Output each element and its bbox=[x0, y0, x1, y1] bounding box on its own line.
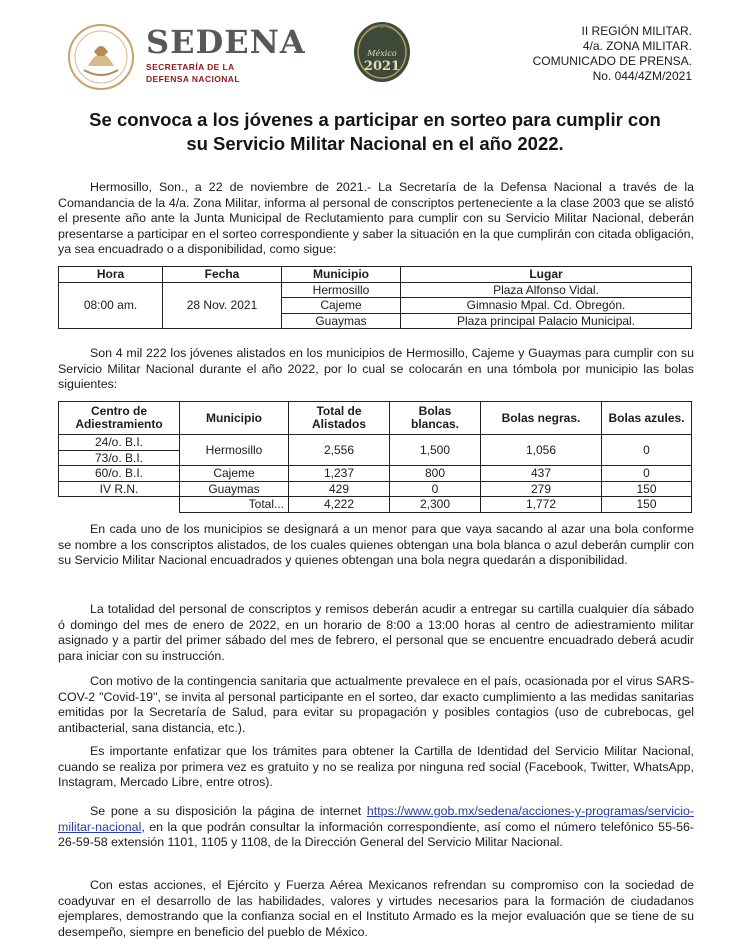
col-fecha: Fecha bbox=[163, 267, 282, 283]
col-lugar: Lugar bbox=[401, 267, 692, 283]
col-centro-1: Centro de bbox=[90, 404, 147, 418]
cell-centro: 60/o. B.I. bbox=[59, 466, 180, 482]
col-blancas bbox=[390, 402, 481, 435]
table-header-row bbox=[59, 402, 692, 435]
paragraph-compromiso-text: Con estas acciones, el Ejército y Fuerza Aérea Mexicanos refrendan su compromiso con la sociedad de coadyuvar en el desarrollo de las habilidades, valores y virtudes necesarios para la formación de ciudadanos ejemplares, demostrando que la confianza social en el Instituto Armado es la mejor evaluación que se tiene de su desempeño, siempre en beneficio del pueblo de México. bbox=[58, 878, 694, 939]
table-row bbox=[59, 481, 692, 497]
cell-lugar: Plaza Alfonso Vidal. bbox=[401, 282, 692, 298]
cell-azules: 0 bbox=[602, 466, 692, 482]
brand-subtitle-1: SECRETARÍA DE LA bbox=[146, 62, 235, 72]
paragraph-covid-text: Con motivo de la contingencia sanitaria que actualmente prevalece en el país, ocasionada por el virus SARS-COV-2 "Covid-19", se invita al personal participante en el sorteo, dar exacto cumplimiento a las medidas sanitarias emitidas por la Secretaría de Salud, para evitar su propagación y posibles contagios (uso de cubrebocas, gel antibacterial, sana distancia, etc.). bbox=[58, 674, 694, 735]
table-row bbox=[59, 282, 692, 298]
col-total-2: Alistados bbox=[311, 417, 366, 431]
cell-municipio: Hermosillo bbox=[180, 435, 289, 466]
cell-blancas: 800 bbox=[390, 466, 481, 482]
paragraph-alistados-text: Son 4 mil 222 los jóvenes alistados en los municipios de Hermosillo, Cajeme y Guaymas para cumplir con su Servicio Militar Nacional durante el año 2022, por lo cual se colocarán en una tómbola por municipio las bolas siguientes: bbox=[58, 346, 694, 392]
table-header-row bbox=[59, 267, 692, 283]
cell-blancas: 0 bbox=[390, 481, 481, 497]
col-centro bbox=[59, 402, 180, 435]
press-reference bbox=[533, 24, 692, 84]
cell-empty bbox=[59, 497, 180, 513]
ref-line-1: II REGIÓN MILITAR. bbox=[581, 24, 692, 38]
col-municipio: Municipio bbox=[180, 402, 289, 435]
col-centro-2: Adiestramiento bbox=[75, 417, 163, 431]
ref-line-4: No. 044/4ZM/2021 bbox=[592, 69, 692, 83]
cell-negras: 279 bbox=[481, 481, 602, 497]
paragraph-sorteo bbox=[58, 522, 694, 569]
cell-hora: 08:00 am. bbox=[59, 282, 163, 329]
schedule-table bbox=[58, 266, 692, 329]
brand-name: SEDENA bbox=[146, 23, 306, 61]
cell-total: 2,556 bbox=[289, 435, 390, 466]
ref-line-3: COMUNICADO DE PRENSA. bbox=[532, 54, 692, 68]
cell-municipio: Cajeme bbox=[282, 298, 401, 314]
ref-line-2: 4/a. ZONA MILITAR. bbox=[582, 39, 692, 53]
mexico-2021-emblem-logo bbox=[350, 14, 414, 84]
table-total-row bbox=[59, 497, 692, 513]
paragraph-internet-text-a: Se pone a su disposición la página de internet bbox=[90, 804, 362, 818]
col-blancas-2: blancas. bbox=[410, 417, 460, 431]
cell-azules: 0 bbox=[602, 435, 692, 466]
table-row bbox=[59, 466, 692, 482]
balls-table bbox=[58, 401, 692, 513]
cell-centro: IV R.N. bbox=[59, 481, 180, 497]
col-hora: Hora bbox=[59, 267, 163, 283]
col-azules: Bolas azules. bbox=[602, 402, 692, 435]
page-title bbox=[50, 108, 700, 156]
cell-municipio: Guaymas bbox=[180, 481, 289, 497]
emblem-text-1: México bbox=[367, 49, 397, 58]
paragraph-cartilla-text: La totalidad del personal de conscriptos y remisos deberán acudir a entregar su cartilla cualquier día sábado ó domingo del mes de enero de 2022, en un horario de 8:00 a 13:00 horas al centro de adiestramiento militar asignado y a partir del primer sábado del mes de febrero, el personal que se encuentre encuadrado deberá acudir para iniciar con su instrucción. bbox=[58, 602, 694, 663]
mexico-coat-of-arms-logo bbox=[66, 22, 136, 92]
paragraph-internet-text-b: , en la que podrán consultar la información correspondiente, así como el número telefónico 55-56-26-59-58 extensión 1101, 1105 y 1108, de la Dirección General del Servicio Militar Nacional. bbox=[58, 819, 694, 850]
paragraph-cartilla bbox=[58, 602, 694, 664]
cell-blancas: 2,300 bbox=[390, 497, 481, 513]
col-total-1: Total de bbox=[316, 404, 362, 418]
paragraph-tramites bbox=[58, 744, 694, 791]
col-negras: Bolas negras. bbox=[481, 402, 602, 435]
cell-centro: 73/o. B.I. bbox=[59, 450, 180, 466]
paragraph-tramites-text: Es importante enfatizar que los trámites para obtener la Cartilla de Identidad del Servicio Militar Nacional, cuando se realiza por primera vez es gratuito y no se realiza por ninguna red social (Facebook, Twitter, WhatsApp, Instagram, Mercado Libre, entre otros). bbox=[58, 744, 694, 790]
cell-lugar: Plaza principal Palacio Municipal. bbox=[401, 313, 692, 329]
cell-azules: 150 bbox=[602, 481, 692, 497]
servicio-militar-link[interactable]: https://www.gob.mx/sedena/acciones-y-programas/servicio-militar-nacional bbox=[58, 804, 695, 834]
col-municipio: Municipio bbox=[282, 267, 401, 283]
cell-municipio: Guaymas bbox=[282, 313, 401, 329]
title-line-1: Se convoca a los jóvenes a participar en sorteo para cumplir con bbox=[89, 109, 661, 130]
paragraph-compromiso bbox=[58, 878, 694, 940]
cell-total-label: Total... bbox=[180, 497, 289, 513]
cell-total: 429 bbox=[289, 481, 390, 497]
paragraph-intro-text: Hermosillo, Son., a 22 de noviembre de 2021.- La Secretaría de la Defensa Nacional a través de la Comandancia de la 4/a. Zona Militar, informa al personal de conscriptos perteneciente a la clase 2003 que se alistó el presente año ante la Junta Municipal de Reclutamiento para cumplir con su Servicio Militar Nacional, deberán presentarse a participar en el sorteo correspondiente y saber la situación en la que cumplirán con citada obligación, ya sea encuadrado o a disponibilidad, como sigue: bbox=[58, 180, 694, 257]
cell-municipio: Hermosillo bbox=[282, 282, 401, 298]
col-total bbox=[289, 402, 390, 435]
cell-total: 4,222 bbox=[289, 497, 390, 513]
cell-municipio: Cajeme bbox=[180, 466, 289, 482]
brand-subtitle-2: DEFENSA NACIONAL bbox=[146, 74, 240, 84]
table-row bbox=[59, 435, 692, 451]
paragraph-internet bbox=[58, 804, 694, 851]
sedena-brand bbox=[146, 24, 306, 84]
cell-total: 1,237 bbox=[289, 466, 390, 482]
paragraph-alistados bbox=[58, 346, 694, 393]
cell-negras: 1,772 bbox=[481, 497, 602, 513]
paragraph-sorteo-text: En cada uno de los municipios se designará a un menor para que vaya sacando al azar una bola conforme se nombre a los conscriptos alistados, de los cuales quienes obtengan una bola blanca o azul deberán cumplir con su Servicio Militar Nacional encuadrados y quienes obtengan una bola negra quedarán a disponibilidad. bbox=[58, 522, 694, 568]
cell-negras: 437 bbox=[481, 466, 602, 482]
cell-fecha: 28 Nov. 2021 bbox=[163, 282, 282, 329]
cell-azules: 150 bbox=[602, 497, 692, 513]
cell-centro: 24/o. B.I. bbox=[59, 435, 180, 451]
cell-blancas: 1,500 bbox=[390, 435, 481, 466]
cell-negras: 1,056 bbox=[481, 435, 602, 466]
paragraph-covid bbox=[58, 674, 694, 736]
col-blancas-1: Bolas bbox=[418, 404, 452, 418]
paragraph-intro bbox=[58, 180, 694, 258]
title-line-2: su Servicio Militar Nacional en el año 2022. bbox=[186, 133, 564, 154]
cell-lugar: Gimnasio Mpal. Cd. Obregón. bbox=[401, 298, 692, 314]
emblem-text-2: 2021 bbox=[363, 59, 401, 74]
